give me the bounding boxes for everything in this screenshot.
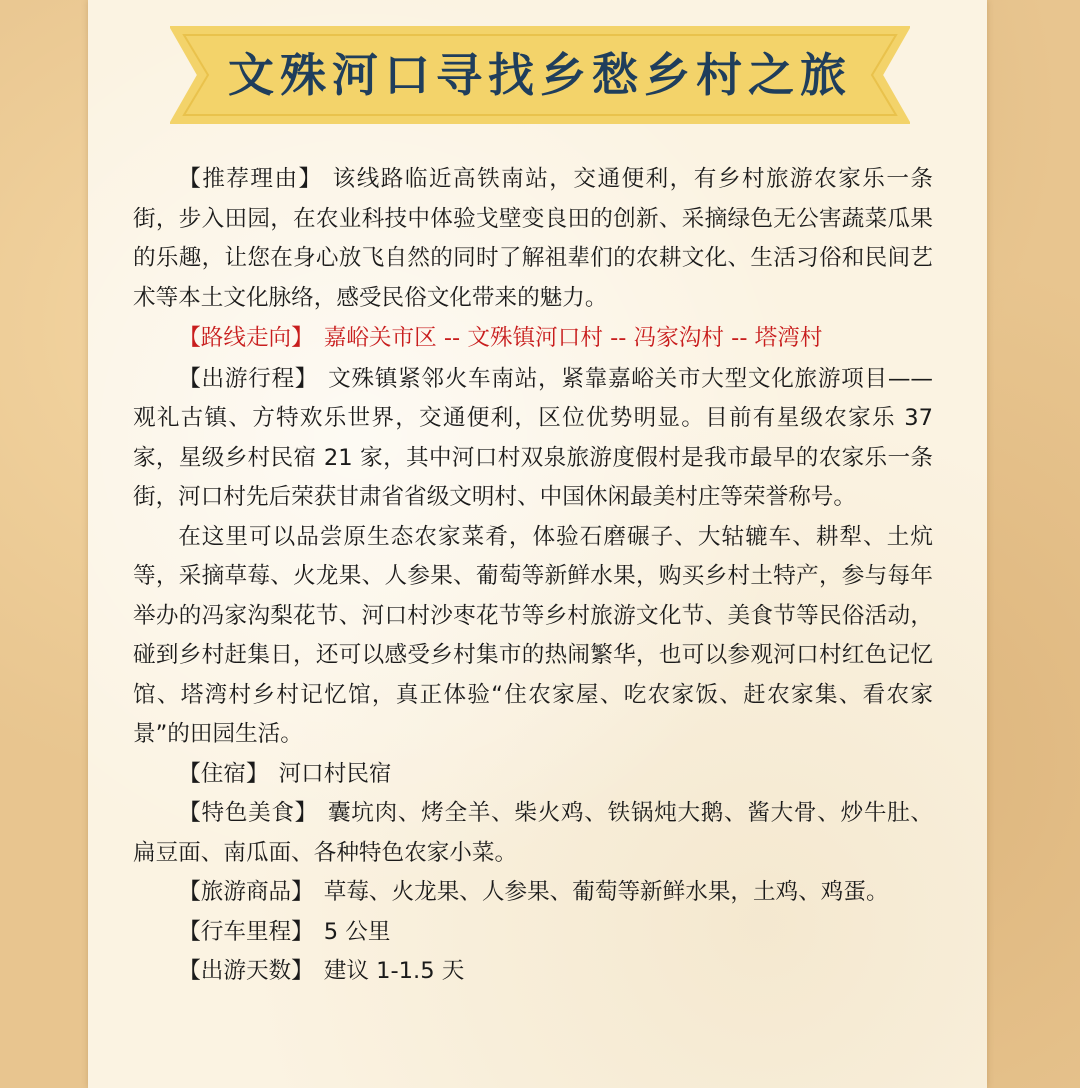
food-paragraph <box>133 794 933 873</box>
distance-paragraph <box>133 913 933 953</box>
lodging-text: 河口村民宿 <box>278 760 392 787</box>
itinerary-paragraph <box>133 360 933 518</box>
days-text: 建议 1-1.5 天 <box>323 958 465 984</box>
reason-label: 【推荐理由】 <box>178 166 323 192</box>
goods-paragraph <box>133 873 933 913</box>
reason-text: 该线路临近高铁南站，交通便利，有乡村旅游农家乐一条街，步入田园，在农业科技中体验戈壁变良田的创新、采摘绿色无公害蔬菜瓜果的乐趣，让您在身心放飞自然的同时了解祖辈们的农耕文化、生活习俗和民间艺术等本土文化脉络，感受民俗文化带来的魅力。 <box>133 166 934 311</box>
days-label: 【出游天数】 <box>178 958 314 984</box>
goods-text: 草莓、火龙果、人参果、葡萄等新鲜水果，土鸡、鸡蛋。 <box>323 879 889 905</box>
route-paragraph <box>133 319 933 359</box>
itinerary-label: 【出游行程】 <box>178 365 319 392</box>
route-label: 【路线走向】 <box>178 325 314 351</box>
distance-text: 5 公里 <box>323 918 391 945</box>
days-paragraph <box>133 952 933 992</box>
food-label: 【特色美食】 <box>178 800 318 826</box>
food-text: 囊坑肉、烤全羊、柴火鸡、铁锅炖大鹅、酱大骨、炒牛肚、扁豆面、南瓜面、各种特色农家小菜。 <box>133 800 934 866</box>
lodging-paragraph <box>133 755 933 795</box>
article-body <box>133 160 933 992</box>
title-banner <box>170 26 910 124</box>
goods-label: 【旅游商品】 <box>178 879 314 905</box>
distance-label: 【行车里程】 <box>178 918 314 945</box>
route-text: 嘉峪关市区 -- 文殊镇河口村 -- 冯家沟村 -- 塔湾村 <box>323 325 823 351</box>
itinerary-text: 文殊镇紧邻火车南站，紧靠嘉峪关市大型文化旅游项目——观礼古镇、方特欢乐世界，交通便利，区位优势明显。目前有星级农家乐 37 家，星级乡村民宿 21 家，其中河口村双泉旅游度假村是我市最早的农家乐一条街，河口村先后荣获甘肃省省级文明村、中国休闲最美村庄等荣誉称号。 <box>133 365 934 510</box>
lodging-label: 【住宿】 <box>178 760 269 787</box>
activities-text: 在这里可以品尝原生态农家菜肴，体验石磨碾子、大轱辘车、耕犁、土炕等，采摘草莓、火龙果、人参果、葡萄等新鲜水果，购买乡村土特产，参与每年举办的冯家沟梨花节、河口村沙枣花节等乡村旅游文化节、美食节等民俗活动，碰到乡村赶集日，还可以感受乡村集市的热闹繁华，也可以参观河口村红色记忆馆、塔湾村乡村记忆馆，真正体验“住农家屋、吃农家饭、赶农家集、看农家景”的田园生活。 <box>133 523 933 747</box>
activities-paragraph <box>133 518 933 755</box>
page-title: 文殊河口寻找乡愁乡村之旅 <box>228 48 852 102</box>
reason-paragraph <box>133 160 933 318</box>
